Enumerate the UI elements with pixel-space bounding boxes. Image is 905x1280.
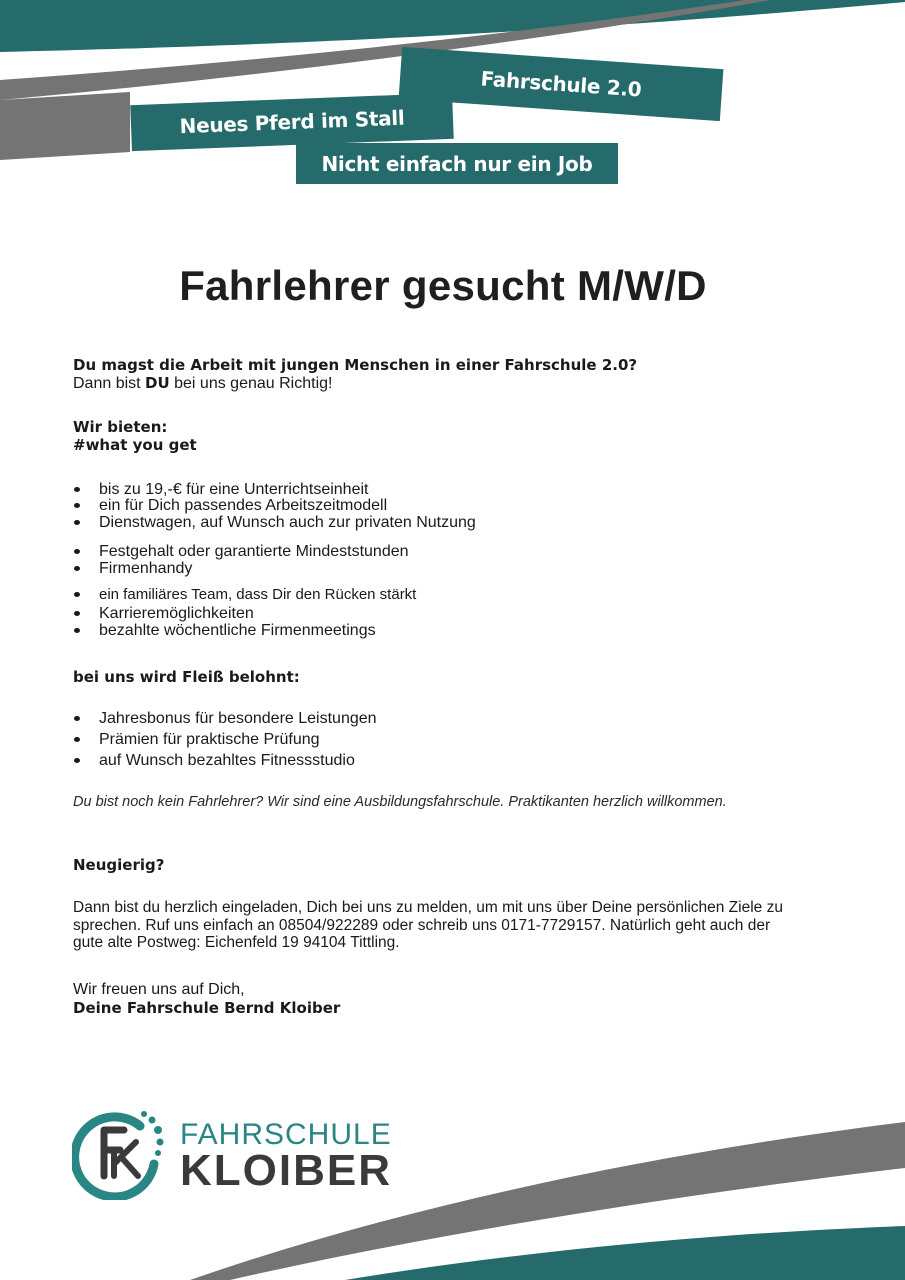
- page-title: Fahrlehrer gesucht M/W/D: [179, 262, 707, 309]
- bullet-icon: [74, 758, 80, 763]
- offer-heading-block: [73, 418, 833, 454]
- bullet-icon: [74, 737, 80, 742]
- offer-heading: Wir bieten:: [73, 418, 168, 436]
- banner-pferd-text: Neues Pferd im Stall: [179, 105, 405, 139]
- curious-heading: Neugierig?: [73, 856, 165, 874]
- bullet-icon: [74, 549, 80, 554]
- banner-job-text: Nicht einfach nur ein Job: [321, 151, 593, 176]
- list-item-label: Firmenhandy: [99, 560, 193, 577]
- list-item-label: ein familiäres Team, dass Dir den Rücken stärkt: [99, 586, 417, 603]
- list-item-label: bezahlte wöchentliche Firmenmeetings: [99, 622, 376, 639]
- bullet-icon: [74, 716, 80, 721]
- contact-line-2: sprechen. Ruf uns einfach an 08504/922289 oder schreib uns 0171-7729157. Natürlich geht auch der: [73, 916, 771, 934]
- top-gray-swoosh-left: [0, 92, 130, 160]
- list-item-label: ein für Dich passendes Arbeitszeitmodell: [99, 497, 388, 514]
- banner-job: [296, 143, 618, 184]
- bullet-icon: [74, 503, 80, 508]
- contact-paragraph: [73, 899, 833, 952]
- closing: [73, 981, 833, 1017]
- contact-line-1: Dann bist du herzlich eingeladen, Dich bei uns zu melden, um mit uns über Deine persönlichen Ziele zu: [73, 899, 783, 916]
- logo-line-2: KLOIBER: [180, 1146, 392, 1195]
- intro: [73, 356, 833, 393]
- list-item-label: Dienstwagen, auf Wunsch auch zur privaten Nutzung: [99, 514, 476, 531]
- list-item-label: Jahresbonus für besondere Leistungen: [99, 710, 377, 727]
- logo-line-1: FAHRSCHULE: [180, 1118, 392, 1151]
- intro-question: Du magst die Arbeit mit jungen Menschen in einer Fahrschule 2.0?: [73, 356, 638, 374]
- list-item-label: bis zu 19,-€ für eine Unterrichtseinheit: [99, 481, 369, 498]
- list-item-label: Festgehalt oder garantierte Mindeststunden: [99, 543, 409, 560]
- intro-answer: [73, 374, 833, 393]
- list-item-label: Karrieremöglichkeiten: [99, 605, 254, 622]
- closing-greeting: Wir freuen uns auf Dich,: [73, 981, 245, 998]
- contact-line-3: gute alte Postweg: Eichenfeld 19 94104 Tittling.: [73, 934, 400, 951]
- offer-subheading: #what you get: [73, 436, 197, 454]
- bullet-icon: [74, 592, 80, 597]
- bullet-icon: [74, 628, 80, 633]
- trainee-note: Du bist noch kein Fahrlehrer? Wir sind eine Ausbildungsfahrschule. Praktikanten herzlich willkommen.: [73, 794, 727, 810]
- intro-answer-pre: Dann bist: [73, 375, 146, 392]
- list-item-label: Prämien für praktische Prüfung: [99, 731, 320, 748]
- closing-signature: Deine Fahrschule Bernd Kloiber: [73, 999, 341, 1017]
- bullet-icon: [74, 566, 80, 571]
- logo-mark: [72, 1106, 164, 1200]
- intro-answer-bold: DU: [145, 374, 170, 392]
- list-item-label: auf Wunsch bezahltes Fitnessstudio: [99, 752, 355, 769]
- bullet-icon: [74, 520, 80, 525]
- intro-answer-post: bei uns genau Richtig!: [169, 375, 333, 392]
- bullet-icon: [74, 611, 80, 616]
- bullet-icon: [74, 487, 80, 492]
- banner-fahrschule-text: Fahrschule 2.0: [479, 66, 643, 102]
- fleiss-heading: bei uns wird Fleiß belohnt:: [73, 668, 300, 686]
